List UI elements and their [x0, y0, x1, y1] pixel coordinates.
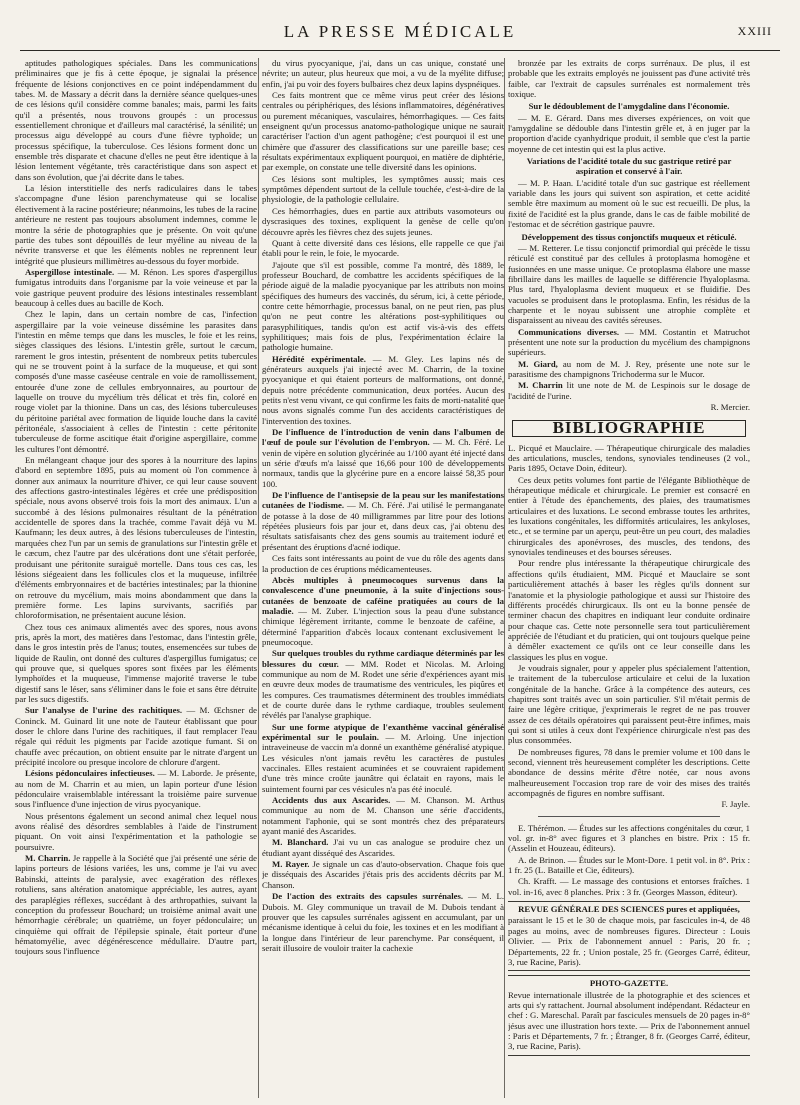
review-paragraph: Je voudrais signaler, pour y appeler plus spécialement l'attention, le traitement de la tuberculose articulaire et celui de la luxation congénitale de la hanche. Grâce à la compétence des auteurs, ces chapitres sont traités avec un soin particulier. S'il m'était permis de faire une légère critique, j'exprimerais le regret de ne pas trouver assez de ces détails opératoires qui paraissent peut-être infimes, mais qui sont si utiles à ceux dont l'expérience chirurgicale n'est pas des plus consommées. — [508, 662, 750, 746]
ad-text: paraissant le 15 et le 30 de chaque mois, par fascicules in-4, de 48 pages au moins, avec de nombreuses figures. Directeur : Louis Olivier. — Prix de l'abonnement annuel : Paris, 20 fr. ; Départements, 22 fr. ; Union postale, 25 fr. (Georges Carré, éditeur, 3, rue Racine, Paris). — [508, 915, 750, 967]
article-paragraph — [15, 183, 257, 266]
paragraph-text: — MM. Rodet et Nicolas. M. Arloing communique au nom de M. Rodet une série d'expériences ayant mis en œuvre deux modes de traumatisme des ventricules, les piqûres et les compures. Ces traumatismes déterminent des troubles immédiats et de courte durée dans le rythme cardiaque, troubles seulement révélés par l'analyse graphique. — [262, 658, 504, 721]
review-paragraph: Ces deux petits volumes font partie de l'élégante Bibliothèque de thérapeutique médicale et chirurgicale. Le premier est consacré en entier à l'étude des épanchements, des plaies, des traumatismes articulaires et des luxations. Le second embrasse toutes les arthrites, les luxations congénitales, les difformités articulaires, les ankyloses, etc., et se termine par un aperçu, peut-être un peu court, des maladies chirurgicales des aponévroses, des muscles, des tendons, des synoviales tendineuses et des bourses séreuses. — [508, 474, 750, 558]
run-in-heading: Abcès multiples à pneumocoques survenus dans la convalescence d'une pneumonie, à la suite d'injections sous-cutanées de benzoate de caféine pratiquées au cours de la maladie. — [262, 574, 504, 616]
book-notice: Ch. Krafft. — Le massage des contusions et entorses fraîches. 1 vol. in-16, avec 8 planches. Prix : 3 fr. (Georges Masson, éditeur). — [508, 876, 750, 897]
run-in-heading: Sur une forme atypique de l'exanthème vaccinal généralisé expérimental sur le poulain. — [262, 721, 504, 742]
run-in-heading: De l'influence de l'introduction de venin dans l'albumen de l'œuf de poule sur l'évolution de l'embryon. — [262, 427, 504, 448]
article-paragraph — [262, 575, 504, 647]
section-heading: Sur le dédoublement de l'amygdaline dans l'économie. — [528, 101, 730, 112]
paragraph-text: bronzée par les extraits de corps surrénaux. De plus, il est probable que les extraits employés ne jouissent pas d'une activité très faible, car l'extrait de capsules surrénales est normalement très toxique. — [508, 58, 750, 100]
article-paragraph — [262, 795, 504, 836]
paragraph-text: — M. Gley. Les lapins nés de générateurs auxquels j'ai injecté avec M. Charrin, de la toxine pyocyanique et qui étaient porteurs de malformations, ont donné, depuis notre précédente communication, deux portées. Aucun des petits n'est venu vivant, ce qui confirme les faits de morti-natalité que nous avons signalés comme l'un des accidents caractéristiques de l'intervention des toxines. — [262, 353, 504, 426]
article-paragraph — [15, 768, 257, 809]
paragraph-text: Chez tous ces animaux alimentés avec des spores, nous avons pris, après la mort, des matières dans l'estomac, dans l'intestin grêle, dans le gros intestin près de l'anus; toutes, ensemencées sur tubes de liquide de Raulin, ont donné des cultures d'aspergillus fumigatus; ce qui prouve que, si quelques spores sont fixées par les éléments lymphoïdes et la muqueuse, l'immense majorité traverse le tube digestif sans le léser, sans s'éliminer dans le foie et sans être détruite par les sucs digestifs. — [15, 621, 257, 704]
journal-title: LA PRESSE MÉDICALE — [283, 22, 517, 41]
book-notice: A. de Brinon. — Études sur le Mont-Dore. 1 petit vol. in 8°. Prix : 1 fr. 25 (L. Bataille et Cie, éditeurs). — [508, 854, 750, 876]
article-paragraph — [262, 260, 504, 353]
paragraph-text: — M. L. Dubois. M. Gley communique un travail de M. Dubois tendant à prouver que les capsules surrénales agissent en accumulant, par un mécanisme identique à celui du foie, les toxines et en les modifiant à la longue dans l'intérieur de leur parenchyme. Par conséquent, il serait illusoire de vouloir traiter la cachexie — [262, 891, 504, 953]
paragraph-text: Ces hémorrhagies, dues en partie aux attributs vasomoteurs ou dyscrasiques des toxines, expliquent la genèse de celle qu'on découvre après les fièvres chez des sujets jeunes. — [262, 205, 504, 237]
advertisement — [508, 975, 750, 1055]
article-paragraph — [508, 178, 750, 230]
paragraph-text: — M. P. Haan. L'acidité totale d'un suc gastrique est réellement variable dans les jours qui suivent son aspiration, et cette acidité semble être maximum au moment où le suc est recueilli. De plus, la fixité de l'acidité est la plus grande, dans le cas de faible mobilité de l'estomac et de sécrétion gastrique pauvre. — [508, 177, 750, 230]
separator-rule — [538, 816, 720, 817]
run-in-heading: Sur quelques troubles du rythme cardiaque déterminés par les blessures du cœur. — [262, 648, 504, 669]
paragraph-text: du virus pyocyanique, j'ai, dans un cas unique, constaté une névrite; un auteur, plus heureux que moi, a vu de la myélite diffuse; enfin, j'ai pu voir des foyers bulbaires chez deux lapins dyspnéiques. — [262, 58, 504, 89]
paragraph-text: Chez le lapin, dans un certain nombre de cas, l'infection aspergillaire par la voie veineuse dissémine les parasites dans l'intestin en même temps que dans les muscles, le foie et les reins, sièges classiques des lésions. L'intestin grêle, surtout le cæcum, rarement le gros intestin, présentent de nombreux petits tubercules qui ne se trouvent point à la surface de la muqueuse, et qui sont composés d'une masse caséeuse centrale en voie de ramollissement, entourée d'une zone de cellules embryonnaires, au pourtour de laquelle on trouve du mycélium très délicat et très fin, coloré en rouge violet par la thionine. Dans un cas, des lésions tuberculeuses du péritoine pariétal avec formation de liquide louche dans la cavité péritonéale, s'associaient à celles de l'intestin : cette péritonite tuberculeuse de forme ascitique était d'origine aspergillaire, comme les cultures l'ont démontré. — [15, 309, 257, 454]
paragraph-text: — M. Chanson. M. Arthus communique au nom de M. Chanson une série d'accidents, notamment l'aphonie, qui se sont montrés chez des préparateurs ayant manié des Ascarides. — [262, 795, 504, 837]
advertisements — [508, 901, 750, 1055]
paragraph-text: — M. Zuber. L'injection sous la peau d'une substance chimique légèrement irritante, comme le benzoate de caféine, a déterminé l'apparition d'abcès locaux contenant exclusivement le pneumocoque. — [262, 605, 504, 647]
article-paragraph — [508, 58, 750, 99]
paragraph-text: — M. Ch. Féré. Le venin de vipère en solution glycérinée au 1/100 ayant été injecté dans un série d'œufs m'a laissé que 16,66 pour 100 de développements normaux, tandis que la glycérine pure en a encore laissé 58,35 pour 100. — [262, 437, 504, 489]
paragraph-text: Je rappelle à la Société que j'ai présenté une série de lapins porteurs de lésions variées, les uns, comme je l'ai vu avec Babinski, atteints de paralysie, avec exagération des réflexes rotuliens, sans altération anatomique appréciable, les autres, ayant des paraplégies réflexes, succédant à des arthropathies, suivant la conception du professeur Bouchard; un troisième animal avait une hémorrhagie cérébrale; un quatrième, un foyer pédonculaire; un cinquième qui offrait de l'épilepsie spinale, était porteur d'une hématomyélie, avec dégénérescence médullaire. D'autre part, toujours sous l'influence — [15, 853, 257, 957]
article-paragraph — [508, 380, 750, 401]
article-paragraph — [262, 837, 504, 858]
article-paragraph — [262, 859, 504, 890]
run-in-heading: M. Rayer. — [272, 859, 310, 870]
article-paragraph — [262, 174, 504, 205]
run-in-heading: M. Blanchard. — [272, 837, 329, 848]
report-signature: R. Mercier. — [710, 402, 750, 412]
paragraph-text: Ces faits montrent que ce même virus peut créer des lésions centrales ou périphériques, des lésions inflammatoires, dégénératives ou purement mécaniques, vasculaires, hémorrhagiques. — Ces faits enseignent qu'un processus anatomo-pathologique unique ne saurait caractériser l'action d'un agent pathogène; c'est pourquoi il est une chimère que d'assurer des classifications sur une pareille base; ces résultats expérimentaux expliquent pourquoi, en matière de diphtérie, par exemple, on constate une telle diversité dans les opinions. — [262, 90, 504, 173]
article-paragraph — [15, 811, 257, 852]
paragraph-text: Je signale un cas d'auto-observation. Chaque fois que je disséquais des Ascarides j'étais pris des accidents décrits par M. Chanson. — [262, 859, 504, 890]
paragraph-text: J'ajoute que s'il est possible, comme l'a montré, dès 1889, le professeur Bouchard, de combattre les accidents spécifiques de la période aiguë de la maladie pyocyanique par les attributs non moins spécifiques des humeurs des vaccinés, du sérum, ici, à cette période, contre cette hémorrhagie, processus banal, on ne peut rien, pas plus qu'on ne peut contre les altérations post-syphilitiques ou parasyphilitiques, tandis qu'on est actif vis-à-vis des effets syphilitiques; mais fois de plus, l'expérimentation éclaire la pathologie humaine. — [262, 259, 504, 353]
column-right — [508, 58, 750, 1098]
page-number: XXIII — [737, 24, 772, 38]
paragraph-text: aptitudes pathologiques spéciales. Dans les communications préliminaires que je fis à cette époque, je signalai la présence fréquente de lésions conjonctives en ce point indépendamment du tabes. M. de Massary a décrit dans la dernière séance quelques-unes de ces lésions qu'il considère comme banales; mais, parmi les faits qu'il a présentés, nous trouvons groupés : un processus essentiellement chronique et d'ailleurs mal caractérisé, la sénilité; un processus aigu développé au cours d'une fièvre typhoïde; un processus spécifique, la tuberculose. Ces lésions forment donc un ensemble très disparate et chacune d'elles ne peut être identique à la lésion lentement végétante, très caractéristique dans son aspect et dans son évolution, que j'ai décrite dans le tabes. — [15, 58, 257, 182]
review-body — [508, 475, 750, 799]
column-divider — [258, 58, 259, 1098]
paragraph-text: Ces lésions sont multiples, les symptômes aussi; mais ces symptômes dépendent surtout de la cellule touchée, c'est-à-dire de la physiologie, de la pathologie cellulaire. — [262, 173, 504, 205]
review-paragraph: De nombreuses figures, 78 dans le premier volume et 100 dans le second, viennent très heureusement compléter les descriptions. Cette abondance de dessins mérite d'être notée, car nous avons malheureusement l'occasion trop rare de voir des mises des traités accompagnés de figures en nombre suffisant. — [508, 746, 750, 799]
column-left — [15, 58, 257, 1098]
ad-text: Revue internationale illustrée de la photographie et des sciences et arts qui s'y rattachent. Journal absolument indépendant. Rédacteur en chef : G. Mareschal. Paraît par fascicules mensuels de 20 pages in-8° jésus avec une illustration hors texte. — Prix de l'abonnement annuel : Paris et Départements, 7 fr. ; Étranger, 8 fr. (Georges Carré, éditeur, 3, rue Racine, Paris). — [508, 989, 750, 1052]
short-notices — [508, 823, 750, 897]
article-paragraph — [262, 490, 504, 552]
column-middle — [262, 58, 504, 1098]
article-paragraph — [15, 309, 257, 454]
run-in-heading: Sur l'analyse de l'urine des rachitiques. — [25, 705, 183, 716]
paragraph-text: La lésion interstitielle des nerfs radiculaires dans le tabes s'accompagne d'une lésion parenchymateuse qui se localise électivement à la racine postérieure; néanmoins, les tubes de la racine antérieure ne restent pas toujours absolument indemnes, comme le montre la série de photographies que je présente. On voit qu'une partie des tubes sont dépouillés de leur myéline au niveau de la névrite transverse et que les éléments nobles ne reprennent leur intégrité que plusieurs millimètres au-dessous du foyer morbide. — [15, 183, 257, 266]
paragraph-text: au nom de M. J. Rey, présente une note sur le parasitisme des champignons Trichoderma sur le Mucor. — [508, 358, 750, 379]
run-in-heading: Hérédité expérimentale. — [272, 353, 366, 364]
article-paragraph — [508, 359, 750, 380]
paragraph-text: — MM. Costantin et Matruchot présentent une note sur la production du mycélium des champignons supérieurs. — [508, 326, 750, 358]
review-signature: F. Jayle. — [721, 799, 750, 810]
paragraph-text: — M. Arloing. Une injection intraveineuse de vaccin m'a donné un exanthème généralisé atypique. Les vésicules n'ont jamais revêtu les caractères de pustules vaccinales. Elles restaient acuminées et se couvraient rapidement d'une très mince croûte jaunâtre qui éclatait en rayons, mais le suintement fourni par ces vésicules n'a pas été inoculé. — [262, 732, 504, 794]
book-notice: E. Thérémon. — Études sur les affections congénitales du cœur, 1 vol. gr. in-8° avec figures et 3 planches en bistre. Prix : 15 fr. (Asselin et Houzeau, éditeurs). — [508, 822, 750, 854]
review-paragraph: Pour rendre plus intéressante la thérapeutique chirurgicale des affections qu'ils étudiaient, MM. Picqué et Mauclaire se sont particulièrement attachés à baser les règles qu'ils donnent sur l'anatomie et la physiologie pathologique et aussi sur l'histoire des différents procédés chirurgicaux. Ils ont eu la bonne pensée de terminer chacun des chapitres en indiquant leur conduite ordinaire pour chaque cas. Cette note personnelle sera tout particulièrement appréciée de l'étudiant et du praticien, qui ont toujours quelque peine à démêler exactement ce qu'ils ont ce leur conseille dans les classiques les plus en vogue. — [508, 558, 750, 662]
paragraph-text: Quant à cette diversité dans ces lésions, elle rappelle ce que j'ai établi pour le rein, le foie, le myocarde. — [262, 237, 504, 259]
paragraph-text: — M. Retterer. Le tissu conjonctif primordial qui précède le tissu réticulé est constitué par des cellules à protoplasma homogène et fusionnées en une masse unique. Ce protoplasma élabore une masse fibrillaire dans les mailles de laquelle se différencie l'hyaloplasma. Plus tard, l'hyaloplasma devient muqueux et se fluidifie. Des vacuoles se produisent dans le protoplasma. Enfin, les résidus de la charpente et le noyau subissent une atrophie complète et disparaissent au niveau des cavités séreuses. — [508, 242, 750, 326]
run-in-heading: De l'action des extraits des capsules surrénales. — [272, 891, 464, 902]
article-paragraph — [15, 705, 257, 767]
run-in-heading: Lésions pédonculaires infectieuses. — [25, 768, 155, 779]
column-divider — [504, 58, 505, 1098]
paragraph-text: J'ai vu un cas analogue se produire chez un étudiant ayant disséqué des Ascarides. — [262, 837, 504, 858]
paragraph-text: Nous présentons également un second animal chez lequel nous avons réalisé des désordres semblables à l'aide de l'instrument piquant. On voit ainsi l'expérimentation et la pathologie se poursuivre. — [15, 810, 257, 852]
paragraph-text: — M. E. Gérard. Dans mes diverses expériences, on voit que l'amygdaline se dédouble dans l'intestin grêle et, à en juger par la proportion d'acide cyanhydrique produit, il semble que c'est la partie moyenne de cet intestin qui est la plus active. — [508, 112, 750, 154]
article-paragraph — [508, 113, 750, 154]
review-title: L. Picqué et Mauclaire. — Thérapeutique chirurgicale des maladies des articulations, muscles, tendons, synoviales tendineuses (2 vol., Paris 1895, Octave Doin, éditeur). — [508, 442, 750, 474]
paragraph-text: — M. Laborde. Je présente, au nom de M. Charrin et au mien, un lapin porteur d'une lésion pédonculaire vraisemblable intéressant la troisième paire survenue sous l'influence d'une injection de virus pyocyanique. — [15, 768, 257, 810]
run-in-heading: M. Giard, — [518, 358, 558, 369]
run-in-heading: De l'influence de l'antisepsie de la peau sur les manifestations cutanées de l'iodisme. — [262, 490, 504, 511]
article-paragraph — [15, 455, 257, 621]
article-paragraph — [262, 354, 504, 426]
article-paragraph — [262, 553, 504, 574]
section-heading: Développement des tissus conjonctifs muqueux et réticulé. — [521, 231, 737, 242]
article-paragraph — [15, 853, 257, 956]
ad-title: REVUE GÉNÉRALE DES SCIENCES pures et appliquées, — [518, 904, 740, 915]
bibliography-heading: BIBLIOGRAPHIE — [512, 420, 746, 436]
run-in-heading: M. Charrin — [518, 380, 563, 391]
header-rule — [20, 50, 780, 51]
run-in-heading: M. Charrin. — [25, 853, 71, 864]
article-paragraph — [508, 327, 750, 358]
article-paragraph — [262, 206, 504, 237]
article-paragraph — [15, 267, 257, 308]
run-in-heading: Aspergillose intestinale. — [25, 266, 115, 277]
article-paragraph — [262, 90, 504, 173]
article-paragraph — [508, 243, 750, 326]
article-paragraph — [262, 722, 504, 794]
paragraph-text: — M. Œchsner de Coninck. M. Guinard lit une note de l'auteur établissant que pour doser le chlore dans l'urine des rachitiques, il faut remplacer l'eau régale qui réduit les pigments par l'acide azotique fumant. Si on chauffe avec précaution, on obtient ensuite par le nitrate d'argent un précipité incolore ou presque incolore de chlorure d'argent. — [15, 705, 257, 768]
article-paragraph — [262, 648, 504, 720]
article-paragraph — [15, 58, 257, 182]
article-paragraph — [262, 238, 504, 259]
section-heading: Variations de l'acidité totale du suc gastrique retiré par aspiration et conservé à l'air. — [526, 156, 732, 177]
article-paragraph — [15, 622, 257, 705]
paragraph-text: lit une note de M. de Lespinois sur le dosage de l'acidité de l'urine. — [508, 380, 750, 401]
paragraph-text: — M. Ch. Féré. J'ai utilisé le permanganate de potasse à la dose de 40 milligrammes par litre pour des lotions répétées plusieurs fois par jour et, dans deux cas, j'ai obtenu des résultats satisfaisants chez des gens soumis au traitement ioduré et présentant des éruptions d'acné iodique. — [262, 500, 504, 552]
advertisement — [508, 901, 750, 971]
society-report-continued — [508, 58, 750, 401]
paragraph-text: En mélangeant chaque jour des spores à la nourriture des lapins d'abord en septembre 1895, puis au moment où l'on commence à donner aux animaux la nourriture d'hiver, ce qui leur cause souvent des affections gastro-intestinales légères et crée une prédisposition spéciale, nous avons observé trois fois la mort des animaux. L'un a succombé à des lésions pulmonaires résultant de la pénétration accidentelle de spores dans la trachée, comme l'avait déjà vu M. Kaufmann; les deux autres, à des lésions tuberculeuses de l'intestin, marquées chez l'un par un semis de granulations sur l'intestin grêle et le cæcum, chez l'autre par des ulcérations dont une s'était perforée, produisant une péritonite suraiguë mortelle. Dans tous ces cas, les lésions siégeaient dans les follicules clos et la muqueuse, infiltrée d'éléments embryonnaires et de bactéries intestinales; par la thionine on retrouve du mycélium, mais moins abondamment que dans la première forme. Les lapins survivants, sacrifiés par chloroformisation, ne présentaient aucune lésion. — [15, 455, 257, 621]
article-paragraph — [262, 427, 504, 489]
paragraph-text: Ces faits sont intéressants au point de vue du rôle des agents dans la production de ces éruptions médicamenteuses. — [262, 553, 504, 574]
paragraph-text: — M. Rénon. Les spores d'aspergillus fumigatus introduits dans l'organisme par la voie veineuse et par la voie gastrique peuvent produire des lésions intestinales ressemblant beaucoup à celles dues au bacille de Koch. — [15, 266, 257, 308]
run-in-heading: Accidents dus aux Ascarides. — [272, 795, 391, 806]
article-paragraph — [262, 58, 504, 89]
run-in-heading: Communications diverses. — [518, 326, 620, 337]
page-header — [20, 22, 780, 52]
ad-title: PHOTO-GAZETTE. — [589, 978, 669, 989]
article-paragraph — [262, 891, 504, 953]
